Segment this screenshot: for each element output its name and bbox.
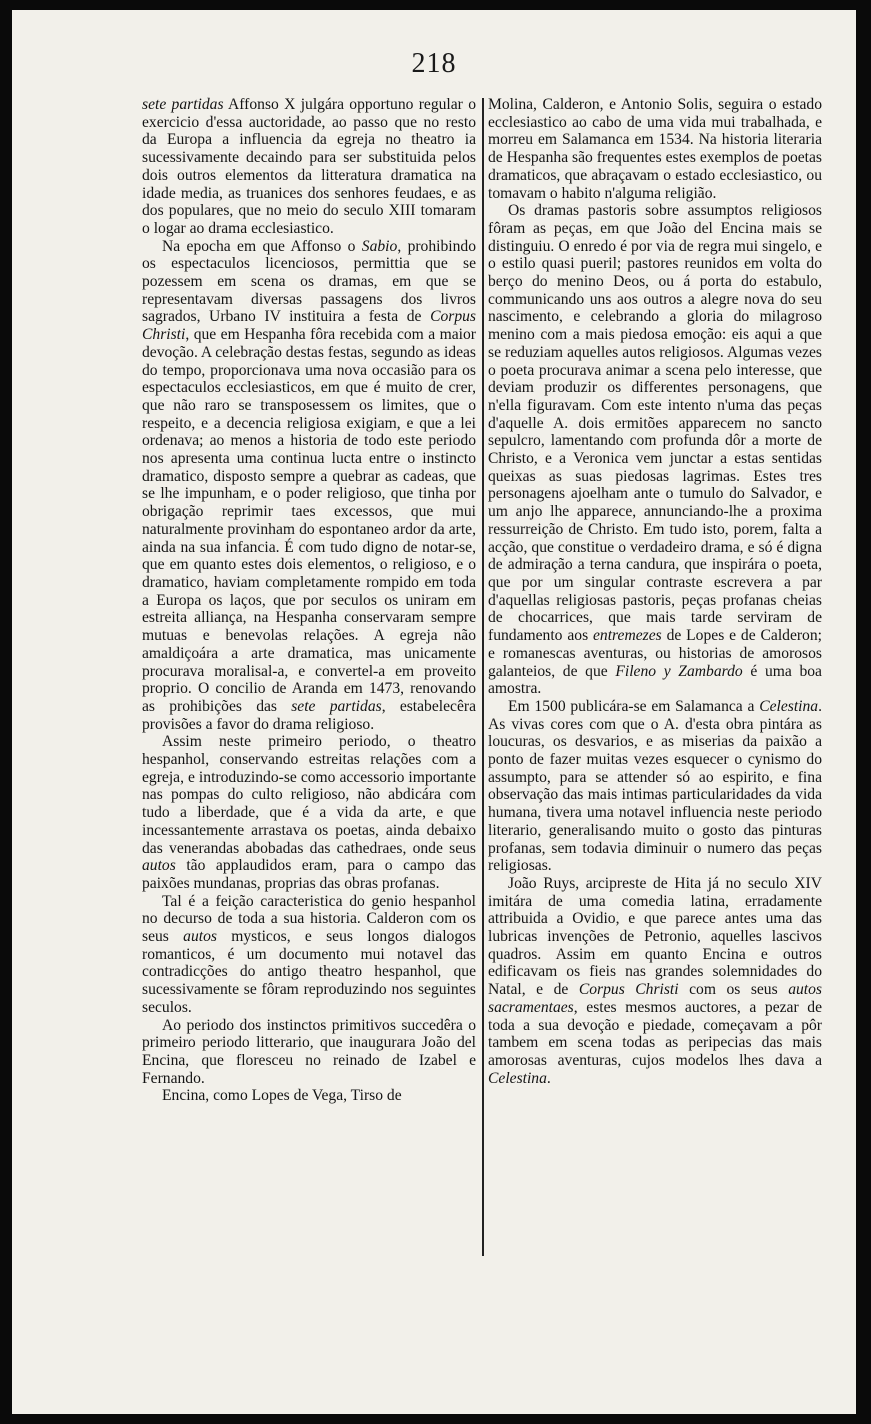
column-divider	[482, 98, 484, 1256]
paragraph	[488, 698, 822, 875]
paragraph	[142, 1017, 476, 1088]
italic-text: sete partidas	[142, 96, 224, 113]
left-column	[142, 96, 476, 1105]
italic-text: autos	[142, 857, 176, 875]
text-run: , que em Hespanha fôra recebida com a maior devoção. A celebração destas festas, segundo as ideas do tempo, proporcionava uma nova occasião para os espectaculos ecclesiasticos, em que é muito de crer, que não raro se transposessem os limites, que o respeito, e a decencia religiosa exigiam, e que a lei ordenava; ao menos a historia de todo este periodo nos apresenta uma continua lucta entre o instincto dramatico, disposto sempre a quebrar as cadeas, que se lhe impunham, e o poder religioso, que tinha por obrigação reprimir taes excessos, que mui naturalmente provinham do espontaneo ardor da arte, ainda na sua infancia. É com tudo digno de notar-se, que em quanto estes dois elementos, o religioso, e o dramatico, haviam completamente rompido em toda a Europa os laços, que por seculos os uniram em estreita allianҫa, na Hespanha conservaram sempre mutuas e benevolas relações. A egreja não amaldiçoára a arte dramatica, mas unicamente procurava moralisal-a, e convertel-a em proveito proprio. O concilio de Aranda em 1473, renovando as prohibições das	[142, 326, 476, 715]
text-run: tão applaudidos eram, para o campo das paixões mundanas, proprias das obras profanas.	[142, 857, 476, 892]
text-run: Tal é a feição caracteristica do genio hespanhol no decurso de toda a sua historia. Calderon com os seus	[142, 892, 476, 946]
text-run: Os dramas pastoris sobre assumptos religiosos fôram as peças, em que João del Encina mais se distinguiu. O enredo é por via de regra mui singelo, e o estilo quasi pueril; pastores reunidos em volta do berço do menino Deos, ou á porta do estabulo, communicando uns aos outros a alegre nova do seu nascimento, e celebrando a gloria do milagroso menino com a mais piedosa emoção: eis aqui a que se reduziam aquelles autos religiosos. Algumas vezes o poeta procurava animar a scena pelo interesse, que deviam produzir os differentes personagens, que n'ella figuravam. Com este intento n'uma das peças d'aquelle A. dois ermitões apparecem no sancto sepulcro, lamentando com profunda dôr a morte de Christo, e a Veronica vem junctar a estas sentidas queixas as suas piedosas lagrimas. Estes tres personagens ajoelham ante o tumulo do Salvador, e um anjo lhe apparece, annunciando-lhe a proxima ressurreição de Christo. Em tudo isto, porem, falta a acção, que constitue o verdadeiro drama, e só é digna de admiração a terna candura, que inspirára o poeta, que por um singular contraste escrevera a par d'aquellas religiosas pastoris, peças profanas cheias de chocarrices, que mais tarde serviram de fundamento aos	[488, 202, 822, 645]
paragraph	[142, 238, 476, 734]
italic-text: Celestina	[759, 697, 819, 715]
text-run: é uma boa amostra.	[488, 662, 822, 698]
text-run: , estes mesmos auctores, a pezar de toda a sua devoção e piedade, começavam a pôr tambem em scena todas as peripecias das mais amorosas aventuras, cujos modelos lhes dava a	[488, 998, 822, 1069]
italic-text: autos	[183, 928, 217, 946]
italic-text: Corpus Christi	[578, 981, 679, 999]
text-run: João Ruys, arcipreste de Hita já no seculo XIV imitára de uma comedia latina, erradamente attribuida a Ovidio, e que parece antes uma das lubricas invenções de Petronio, aquelles lascivos quadros. Assim em quanto Encina e outros edificavam os fieis nas grandes solemnidades do Natal, e de	[488, 874, 822, 999]
text-run: com os seus	[678, 981, 789, 999]
paragraph	[142, 893, 476, 1017]
italic-text: Celestina	[488, 1069, 547, 1087]
italic-text: sete partidas	[291, 697, 382, 715]
text-run: Na epocha em que Affonso o	[162, 237, 362, 255]
italic-text: Sabio	[361, 237, 398, 255]
text-run: .	[546, 1069, 551, 1087]
text-run: mysticos, e seus longos dialogos romanticos, é um documento mui notavel das contradicções do antigo theatro hespanhol, que sucessivamente se fôram reproduzindo nos seguintes seculos.	[142, 928, 476, 1016]
text-run: , estabelecêra provisões a favor do drama religioso.	[142, 697, 476, 733]
paragraph	[142, 96, 476, 238]
paragraph	[142, 1087, 476, 1105]
italic-text: Corpus Christi	[142, 308, 476, 344]
paragraph	[488, 96, 822, 202]
italic-text: autos sacramentaes	[488, 981, 822, 1016]
text-run: Affonso X julgára opportuno regular o exercicio d'essa auctoridade, ao passo que no resto da Europa a influencia da egreja no theatro ia sucessivamente decaindo para ser substituida pelos dois outros elementos da litteratura dramatica na idade media, as truanices dos senhores feudaes, e as dos populares, que no meio do seculo XIII tomaram o logar ao drama ecclesiastico.	[142, 96, 476, 237]
paragraph	[488, 202, 822, 698]
italic-text: Fileno y Zambardo	[615, 662, 743, 680]
text-run: Encina, como Lopes de Vega, Tirso de	[162, 1087, 402, 1105]
page-number: 218	[411, 48, 457, 79]
text-run: Ao periodo dos instinctos primitivos succedêra o primeiro periodo litterario, que inaugurara João del Encina, que floresceu no reinado de Izabel e Fernando.	[142, 1016, 476, 1087]
text-run: . As vivas cores com que o A. d'esta obra pintára as loucuras, os desvarios, e as miserias da paixão a ponto de fazer muitas vezes esquecer o cynismo do assumpto, para se attender só ao espirito, e fina observação das mais intimas particularidades da vida humana, tivera uma notavel influencia neste periodo literario, generalisando muito o gosto das pinturas profanas, sem todavia diminuir o numero das peças religiosas.	[488, 697, 822, 875]
book-page	[12, 10, 856, 1414]
paragraph	[488, 875, 822, 1087]
right-column	[488, 96, 822, 1087]
text-run: Molina, Calderon, e Antonio Solis, seguira o estado ecclesiastico ao cabo de uma vida mui trabalhada, e morreu em Salamanca em 1534. Na historia literaria de Hespanha são frequentes estes exemplos de poetas dramaticos, que abraçavam o estado ecclesiastico, ou tomavam o habito n'alguma religião.	[488, 96, 822, 202]
text-run: de Lopes e de Calderon; e romanescas aventuras, ou historias de amorosos galanteios, de que	[488, 627, 822, 680]
paragraph	[142, 733, 476, 892]
text-run: Em 1500 publicára-se em Salamanca a	[508, 697, 760, 715]
italic-text: entremezes	[593, 627, 662, 645]
text-run: Assim neste primeiro periodo, o theatro hespanhol, conservando estreitas relações com a egreja, e introduzindo-se como accessorio importante nas pompas do culto religioso, não abdicára com tudo a liberdade, que é a vida da arte, e que incessantemente arrastava os poetas, ainda debaixo das venerandas abobadas das cathedraes, onde seus	[142, 733, 476, 857]
text-run: , prohibindo os espectaculos licenciosos, permittia que se pozessem em scena os dramas, em que se representavam diversas passagens dos livros sagrados, Urbano IV instituira a festa de	[142, 237, 476, 326]
